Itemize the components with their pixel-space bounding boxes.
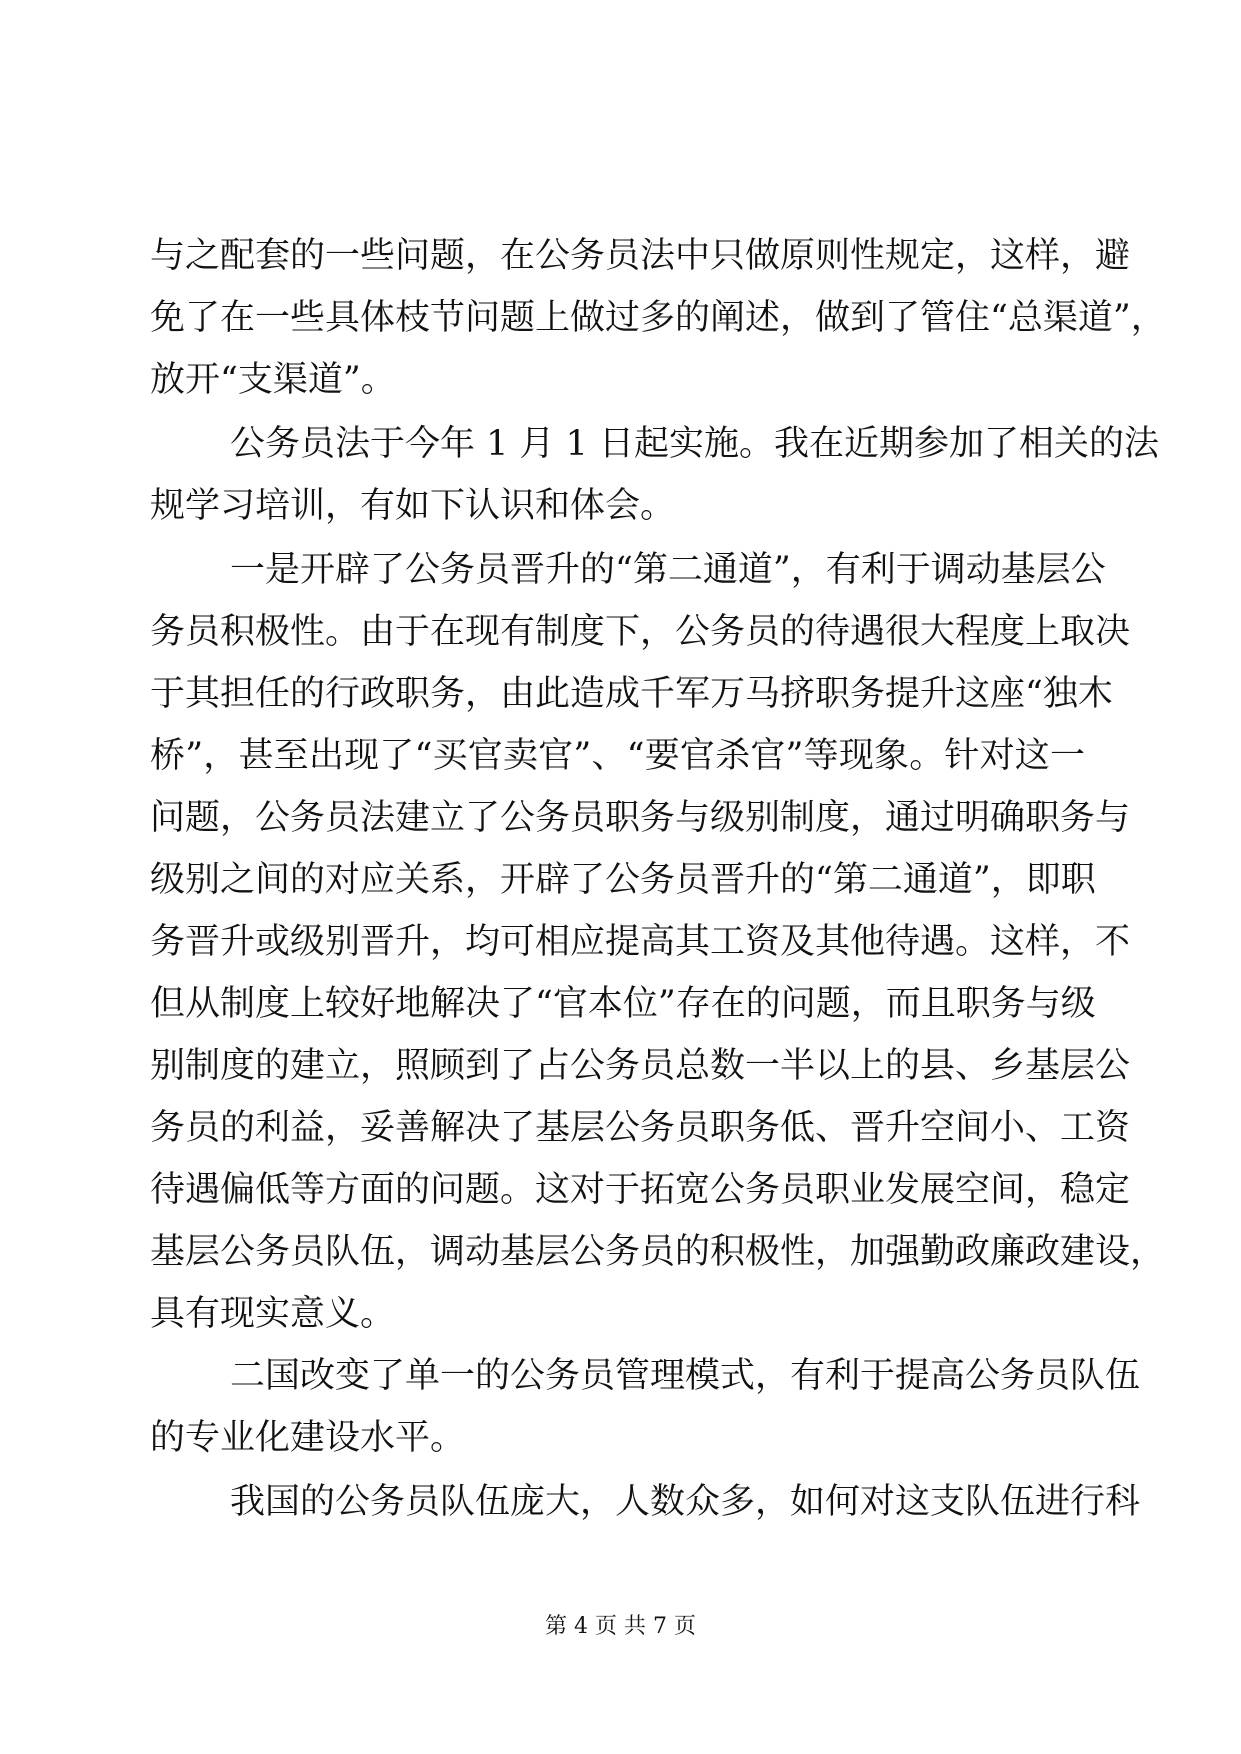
paragraph-line: 公务员法于今年 1 月 1 日起实施。我在近期参加了相关的法 [230,424,1160,464]
paragraph-line: 别制度的建立，照顾到了占公务员总数一半以上的县、乡基层公 [150,1046,1131,1086]
paragraph-line: 基层公务员队伍，调动基层公务员的积极性，加强勤政廉政建设， [150,1232,1166,1272]
paragraph-line: 免了在一些具体枝节问题上做过多的阐述，做到了管住“总渠道”， [150,298,1166,338]
paragraph-line: 务员的利益，妥善解决了基层公务员职务低、晋升空间小、工资 [150,1108,1131,1148]
paragraph-line: 务员积极性。由于在现有制度下，公务员的待遇很大程度上取决 [150,612,1131,652]
paragraph-line: 与之配套的一些问题，在公务员法中只做原则性规定，这样，避 [150,236,1131,276]
paragraph-line: 二国改变了单一的公务员管理模式，有利于提高公务员队伍 [230,1356,1141,1396]
page-footer: 第 4 页 共 7 页 [545,1614,696,1639]
paragraph-line: 放开“支渠道”。 [150,360,396,400]
paragraph-line: 问题，公务员法建立了公务员职务与级别制度，通过明确职务与 [150,798,1131,838]
paragraph-line: 的专业化建设水平。 [150,1418,466,1458]
paragraph-line: 桥”，甚至出现了“买官卖官”、“要官杀官”等现象。针对这一 [150,736,1085,776]
paragraph-line: 但从制度上较好地解决了“官本位”存在的问题，而且职务与级 [150,984,1096,1024]
paragraph-line: 规学习培训，有如下认识和体会。 [150,486,676,526]
paragraph-line: 务晋升或级别晋升，均可相应提高其工资及其他待遇。这样，不 [150,922,1131,962]
paragraph-line: 一是开辟了公务员晋升的“第二通道”，有利于调动基层公 [230,550,1106,590]
paragraph-line: 待遇偏低等方面的问题。这对于拓宽公务员职业发展空间，稳定 [150,1170,1131,1210]
paragraph-line: 我国的公务员队伍庞大，人数众多，如何对这支队伍进行科 [230,1482,1141,1522]
paragraph-line: 级别之间的对应关系，开辟了公务员晋升的“第二通道”，即职 [150,860,1096,900]
paragraph-line: 于其担任的行政职务，由此造成千军万马挤职务提升这座“独木 [150,674,1113,714]
paragraph-line: 具有现实意义。 [150,1294,396,1334]
